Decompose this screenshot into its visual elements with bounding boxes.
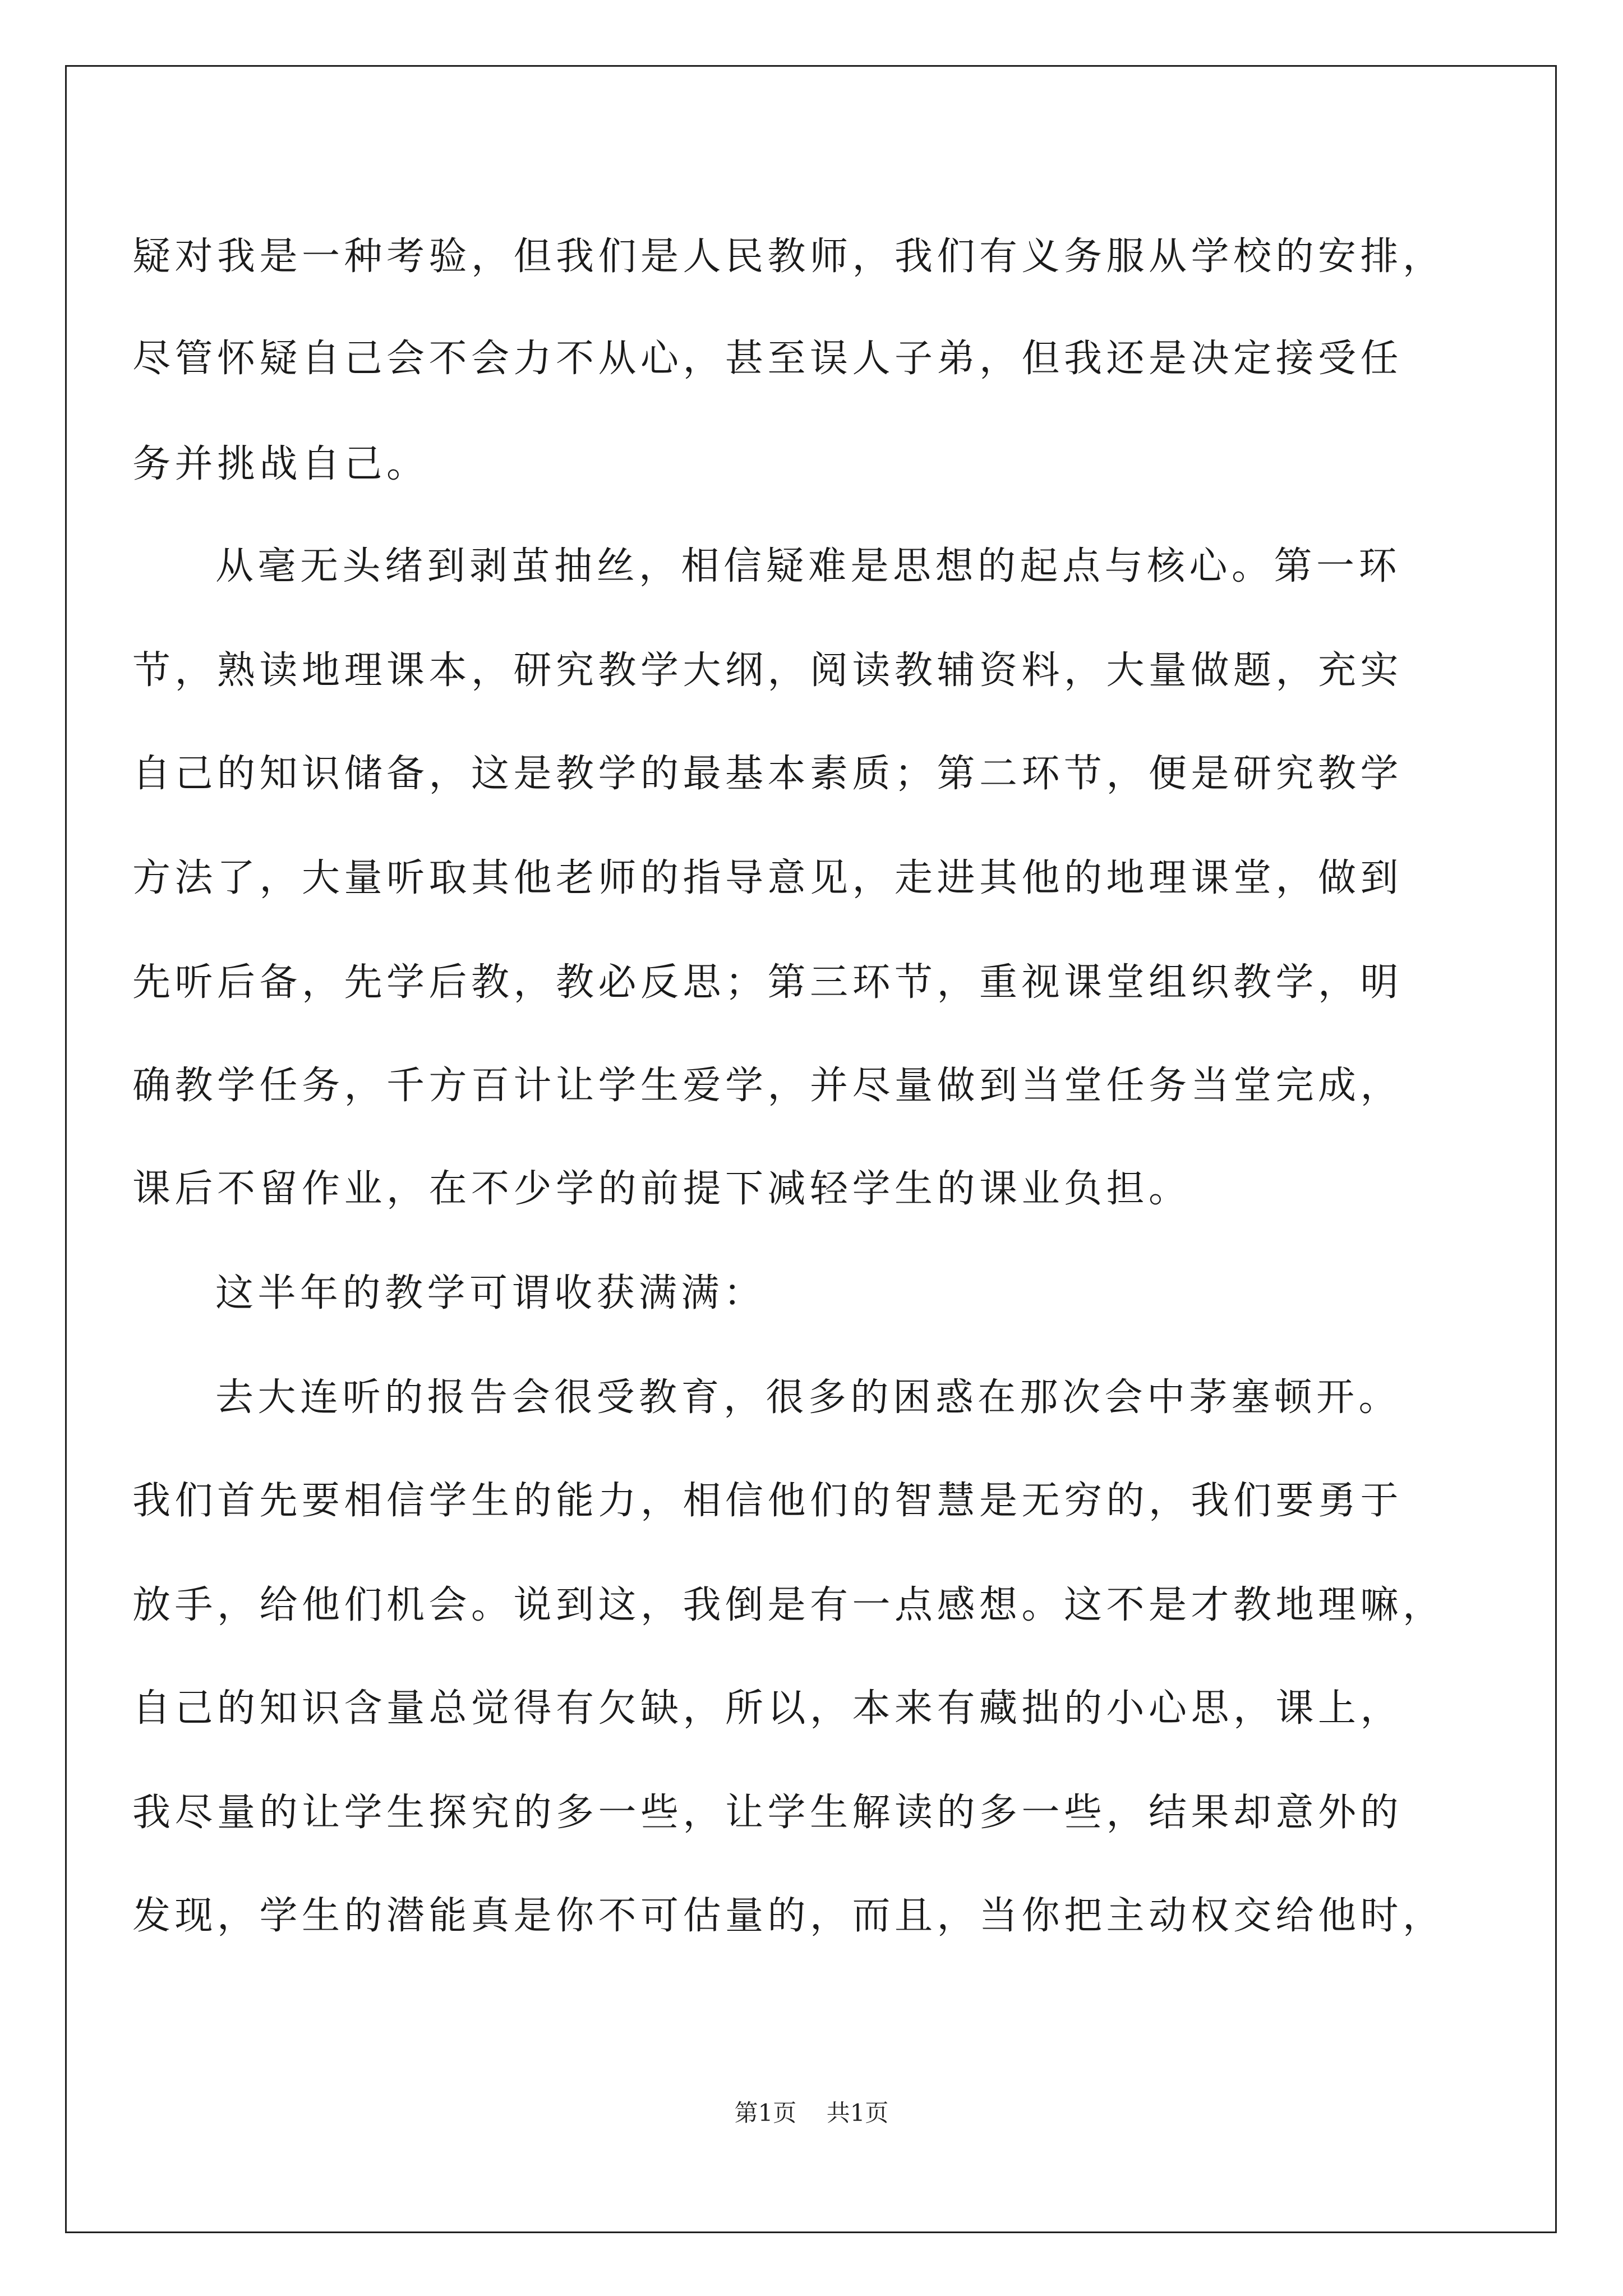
text-line: 节，熟读地理课本，研究教学大纲，阅读教辅资料，大量做题，充实 (132, 648, 1403, 693)
text-line: 务并挑战自己。 (132, 442, 429, 486)
text-line: 自己的知识含量总觉得有欠缺，所以，本来有藏拙的小心思，课上， (132, 1686, 1403, 1731)
text-line: 我们首先要相信学生的能力，相信他们的智慧是无穷的，我们要勇于 (132, 1479, 1403, 1523)
page-footer (0, 2099, 1623, 2127)
text-line: 先听后备，先学后教，教必反思；第三环节，重视课堂组织教学，明 (132, 960, 1403, 1005)
paragraph-first-line: 去大连听的报告会很受教育，很多的困惑在那次会中茅塞顿开。 (215, 1375, 1401, 1420)
paragraph-first-line: 这半年的教学可谓收获满满： (215, 1271, 766, 1315)
text-line: 确教学任务，千方百计让学生爱学，并尽量做到当堂任务当堂完成， (132, 1064, 1403, 1108)
text-line: 方法了，大量听取其他老师的指导意见，走进其他的地理课堂，做到 (132, 856, 1403, 900)
text-line: 自己的知识储备，这是教学的最基本素质；第二环节，便是研究教学 (132, 752, 1403, 796)
text-line: 发现，学生的潜能真是你不可估量的，而且，当你把主动权交给他时， (132, 1894, 1445, 1938)
text-line: 放手，给他们机会。说到这，我倒是有一点感想。这不是才教地理嘛， (132, 1583, 1445, 1627)
text-line: 疑对我是一种考验，但我们是人民教师，我们有义务服从学校的安排， (132, 234, 1445, 279)
text-line: 尽管怀疑自己会不会力不从心，甚至误人子弟，但我还是决定接受任 (132, 337, 1403, 381)
page-number: 第1页 (734, 2099, 797, 2127)
text-line: 我尽量的让学生探究的多一些，让学生解读的多一些，结果却意外的 (132, 1791, 1403, 1835)
text-line: 课后不留作业，在不少学的前提下减轻学生的课业负担。 (132, 1167, 1191, 1211)
page-total: 共1页 (826, 2099, 889, 2127)
paragraph-first-line: 从毫无头绪到剥茧抽丝，相信疑难是思想的起点与核心。第一环 (215, 544, 1401, 588)
